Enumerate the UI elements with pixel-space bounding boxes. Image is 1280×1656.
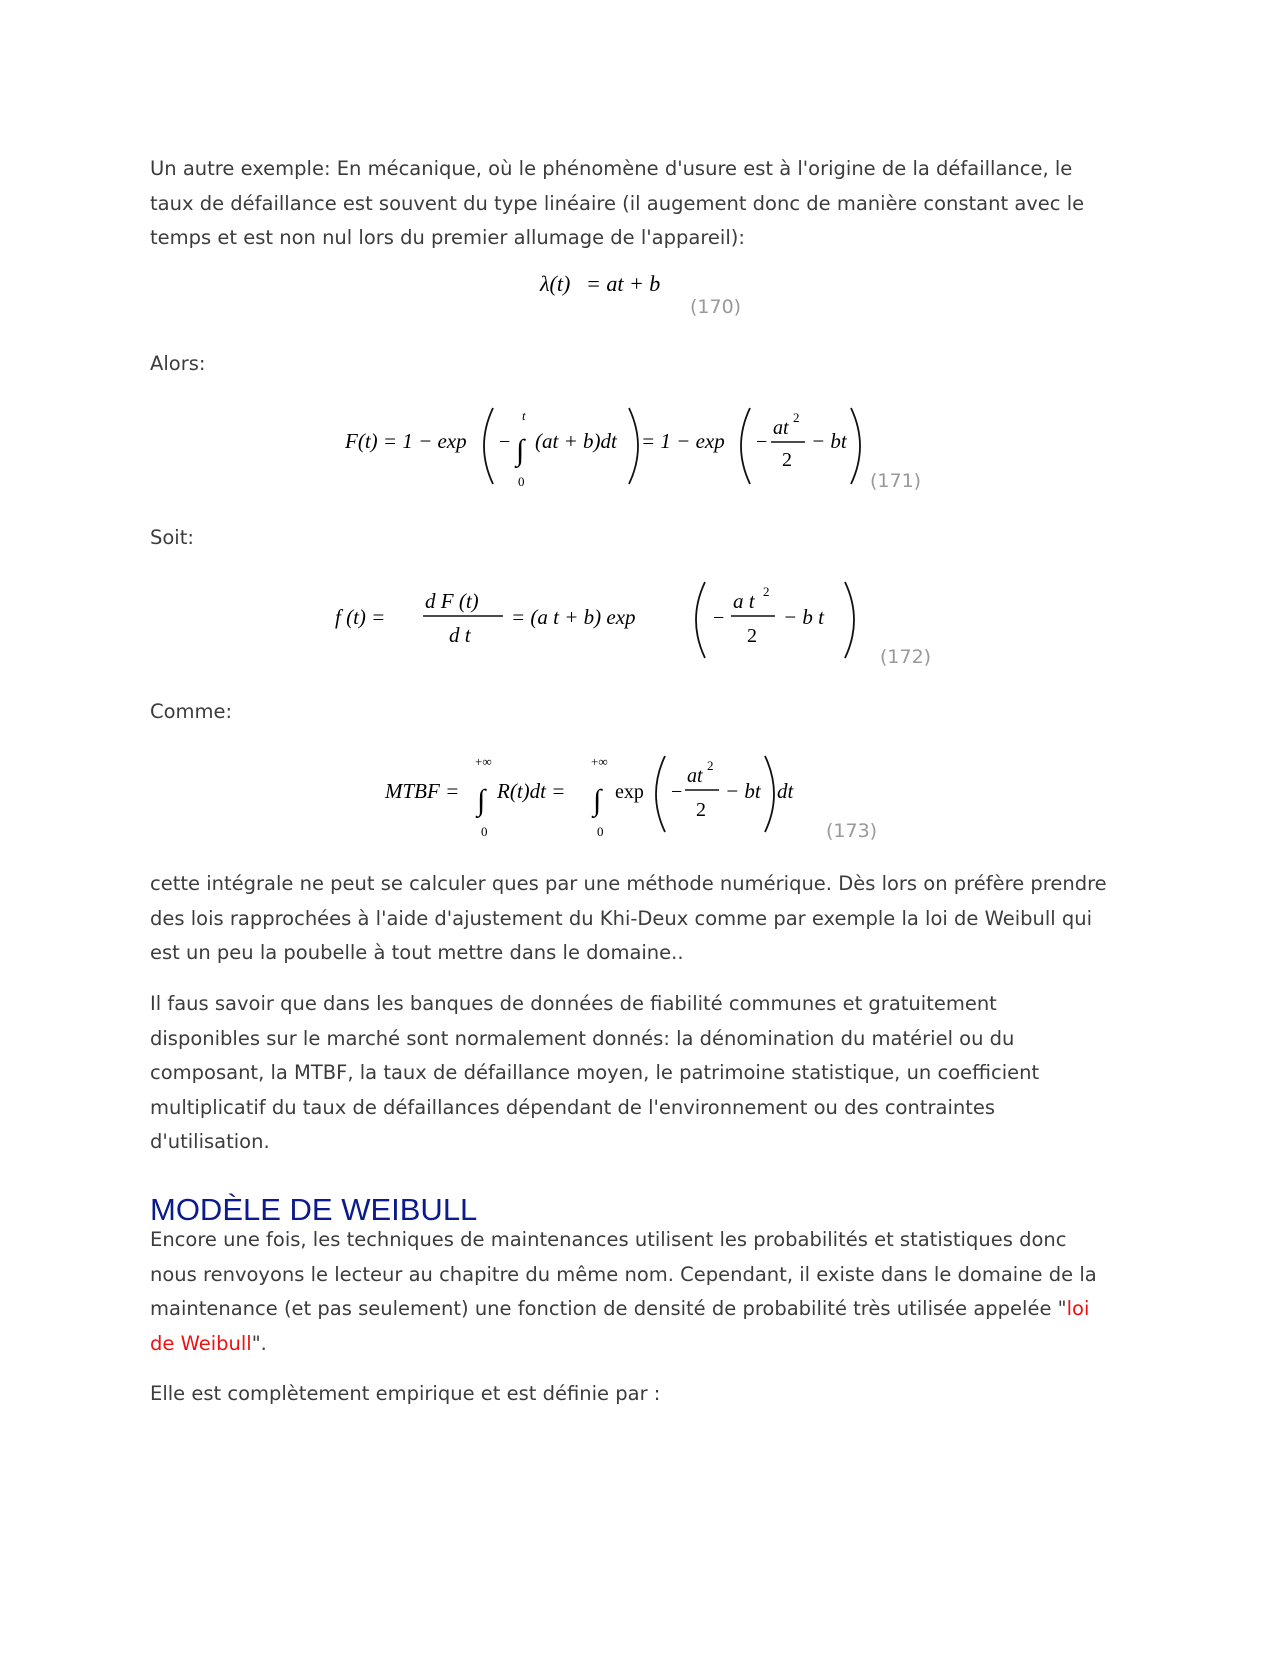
svg-text:−: −: [499, 431, 511, 453]
equation-number-173: (173): [826, 820, 878, 842]
eq173-frac-den: 2: [696, 799, 706, 821]
eq171-frac-den: 2: [782, 449, 792, 471]
equation-number-171: (171): [870, 470, 922, 492]
svg-text:−: −: [713, 607, 725, 629]
weibull-intro-text: Encore une fois, les techniques de maintenances utilisent les probabilités et statistiques donc nous renvoyons le lecteur au chapitre du même nom. Cependant, il existe dans le domaine de la maintenance (et pas seulement) une fonction de densité de probabilité très utilisée appelée ": [150, 1228, 1097, 1320]
eq173-exp: exp: [615, 781, 644, 803]
alors-label: Alors:: [150, 352, 206, 375]
comme-label: Comme:: [150, 700, 233, 723]
soit-label: Soit:: [150, 526, 194, 549]
weibull-intro-paragraph: [150, 1223, 1110, 1361]
section-heading: MODÈLE DE WEIBULL: [150, 1192, 478, 1227]
equation-173: [385, 750, 825, 840]
eq172-left-paren: [696, 582, 705, 658]
eq173-lhs: MTBF =: [385, 779, 460, 803]
equation-171: [345, 402, 865, 492]
equation-172: [335, 576, 875, 666]
eq171-mid: = 1 − exp: [641, 429, 725, 453]
eq171-lhs: F(t) = 1 − exp: [345, 429, 467, 453]
eq172-frac-num: d F (t): [425, 589, 479, 613]
eq173-left-paren: [656, 756, 665, 832]
eq172-frac2-num: a t: [733, 589, 755, 613]
eq172-lhs: f (t) =: [335, 605, 386, 629]
eq173-lower-limit-2: 0: [597, 824, 604, 839]
intro-paragraph: Un autre exemple: En mécanique, où le phénomène d'usure est à l'origine de la défaillance, le taux de défaillance est souvent du type linéaire (il augement donc de manière constant avec le temps et est non nul lors du premier allumage de l'appareil):: [150, 157, 1085, 249]
eq173-lower-limit: 0: [481, 824, 488, 839]
eq173-right-paren: [765, 756, 774, 832]
eq171-frac-num: at: [773, 417, 789, 439]
equation-number-172: (172): [880, 646, 932, 668]
eq172-mid: = (a t + b) exp: [511, 605, 636, 629]
eq172-frac2-den: 2: [747, 625, 757, 647]
empirique-paragraph: Elle est complètement empirique et est définie par :: [150, 1382, 661, 1405]
eq171-left-paren-1: [484, 408, 493, 484]
eq172-frac2-num-exp: 2: [763, 584, 770, 599]
equation-number-170: (170): [690, 296, 742, 318]
databanks-paragraph: Il faus savoir que dans les banques de données de fiabilité communes et gratuitement disponibles sur le marché sont normalement donnés: la dénomination du matériel ou du composant, la MTBF, la taux de défaillance moyen, le patrimoine statistique, un coefficient multiplicatif du taux de défaillances dépendant de l'environnement ou des contraintes d'utilisation.: [150, 992, 1040, 1153]
svg-text:−: −: [756, 431, 768, 453]
eq170-lambda: λ(t): [540, 271, 571, 296]
eq173-upper-limit: +∞: [475, 754, 492, 769]
eq171-left-paren-2: [741, 408, 750, 484]
eq173-integral-sign-2: ∫: [593, 784, 602, 817]
eq171-upper-limit: t: [522, 408, 526, 423]
eq172-right-paren: [845, 582, 854, 658]
eq173-integral-sign: ∫: [477, 784, 486, 817]
integral-note-paragraph: cette intégrale ne peut se calculer ques par une méthode numérique. Dès lors on préfère prendre des lois rapprochées à l'aide d'ajustement du Khi-Deux comme par exemple la loi de Weibull qui est un peu la poubelle à tout mettre dans le domaine..: [150, 872, 1107, 964]
eq171-tail: − bt: [811, 429, 847, 453]
eq171-frac-num-exp: 2: [793, 410, 800, 425]
eq172-frac-den: d t: [449, 623, 471, 647]
weibull-law-link[interactable]: loi de Weibull: [150, 1297, 1090, 1355]
eq170-rhs: = at + b: [586, 271, 661, 296]
eq173-tail: − bt: [725, 779, 761, 803]
eq171-right-paren-2: [851, 408, 860, 484]
eq172-tail: − b t: [783, 605, 825, 629]
eq173-frac-num: at: [687, 765, 703, 787]
eq171-integrand: (at + b)dt: [535, 429, 617, 453]
eq173-upper-limit-2: +∞: [591, 754, 608, 769]
svg-text:−: −: [671, 781, 683, 803]
eq171-right-paren-1: [629, 408, 638, 484]
equation-170: [540, 268, 700, 304]
eq171-integral-sign: ∫: [516, 434, 525, 467]
eq171-lower-limit: 0: [518, 474, 525, 489]
eq173-integrand: R(t)dt =: [497, 779, 566, 803]
eq173-dt: dt: [777, 779, 794, 803]
weibull-intro-closing: ".: [251, 1331, 267, 1355]
eq173-frac-num-exp: 2: [707, 758, 714, 773]
